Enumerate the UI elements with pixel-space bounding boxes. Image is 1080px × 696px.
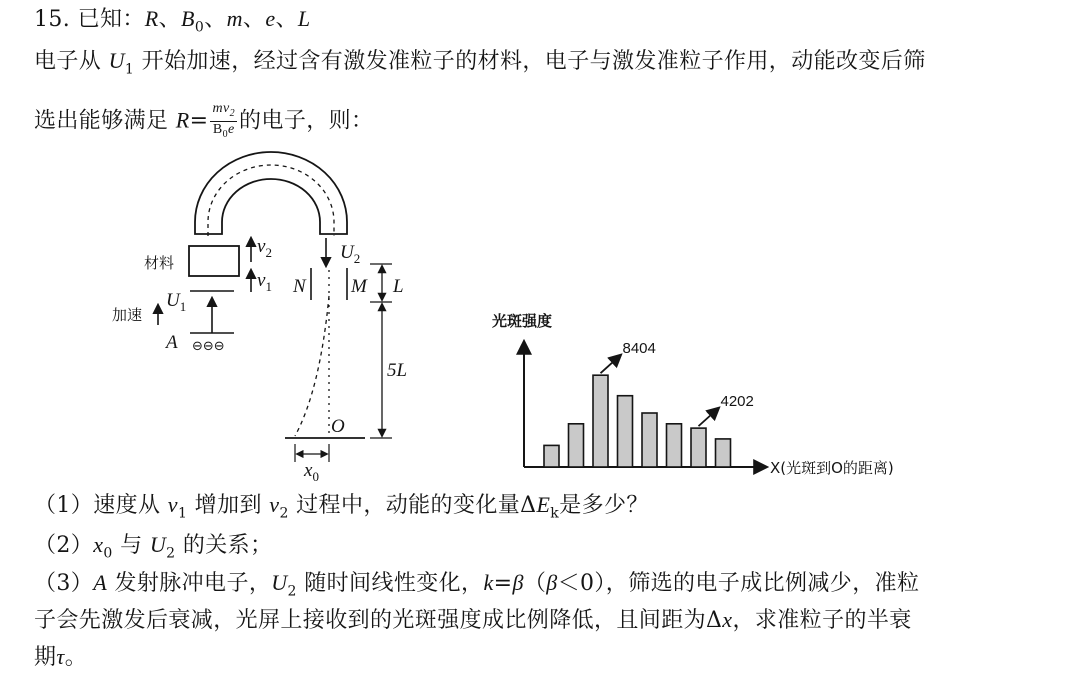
problem-number: 15. (34, 7, 71, 32)
a-label: A (166, 332, 178, 353)
chart-bar (642, 413, 657, 467)
l-label: L (393, 276, 404, 297)
material-block (189, 246, 239, 276)
chart-bar (716, 439, 731, 467)
chart-y-label: 光斑强度 (492, 312, 553, 330)
question-2: $(2)x_0$ 与 $U_2$ 的关系； (34, 532, 273, 562)
problem-header: 15. 已知：R、$B_0$、m、e、L (34, 6, 311, 36)
v1-label: $v_1$ (257, 270, 272, 294)
x0-label: $x_0$ (304, 460, 319, 484)
o-label: O (331, 416, 345, 437)
chart-bar (593, 375, 608, 467)
magnetic-channel (195, 152, 347, 234)
chart-bar (667, 424, 682, 467)
chart-annotation-arrow (699, 408, 719, 426)
5l-label: 5L (387, 360, 408, 381)
u2-label: $U_2$ (340, 242, 361, 266)
question-3-line-1: （3）A 发射脉冲电子，$U_2$ 随时间线性变化，k=β（β＜0），筛选的电子成比例减少，准粒 (34, 570, 920, 600)
material-label: 材料 (144, 254, 175, 272)
accel-label: 加速 (112, 306, 143, 324)
intensity-chart (470, 300, 970, 485)
intro-line-2: 选出能够满足 R= $\frac{mv_2}{B_0e}$ 的电子，则： (34, 101, 374, 140)
intro-line-1: 电子从 $U_1$ 开始加速，经过含有激发准粒子的材料，电子与激发准粒子作用，动能改变后筛 (34, 48, 926, 78)
n-label: N (293, 276, 306, 297)
electrons-icon: ⊖⊖⊖ (192, 339, 225, 354)
question-3-line-2: 子会先激发后衰减，光屏上接收到的光斑强度成比例降低，且间距为Δx，求准粒子的半衰 (34, 607, 912, 633)
chart-x-label: X(光斑到O的距离) (770, 459, 894, 477)
v2-label: $v_2$ (257, 236, 272, 260)
chart-annotation-label: 4202 (720, 393, 754, 411)
chart-bar (569, 424, 584, 467)
known-label: 已知： (77, 7, 145, 32)
apparatus-diagram (0, 0, 470, 490)
chart-annotation-arrow (601, 355, 621, 373)
chart-annotation-label: 8404 (622, 340, 656, 358)
m-label: M (351, 276, 367, 297)
question-1: （1）速度从 $v_1$ 增加到 $v_2$ 过程中，动能的变化量$\Delta E_k$是多少？ (34, 492, 649, 522)
u1-label: $U_1$ (166, 290, 187, 314)
question-3-line-3: 期τ。 (34, 644, 88, 670)
chart-bar (691, 428, 706, 467)
radius-fraction: $\frac{mv_2}{B_0e}$ (212, 101, 236, 140)
chart-bar (618, 396, 633, 467)
chart-bar (544, 445, 559, 467)
